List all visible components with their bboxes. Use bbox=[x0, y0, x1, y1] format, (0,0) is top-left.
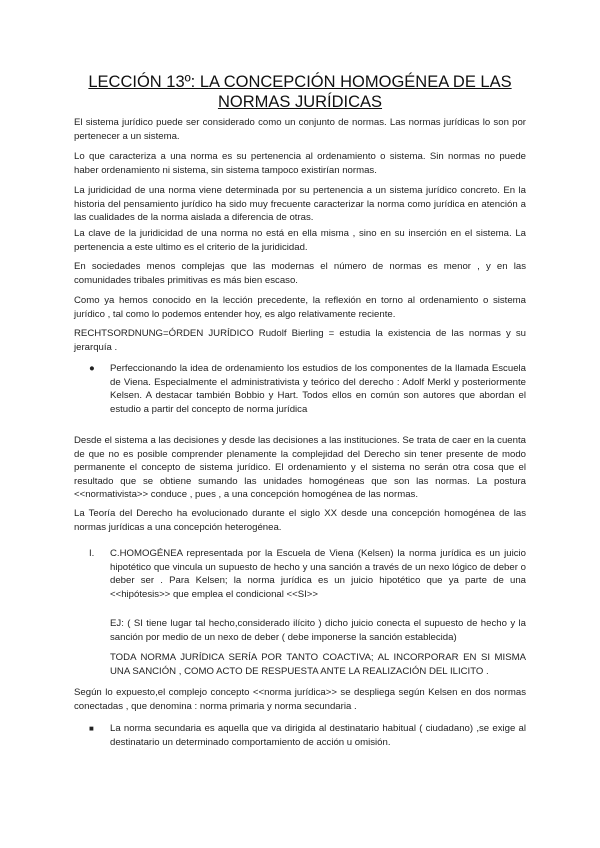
paragraph-2: Lo que caracteriza a una norma es su pertenencia al ordenamiento o sistema. Sin normas no puede haber ordenamiento ni sistema, sin sistema tampoco existirían normas. bbox=[74, 151, 526, 176]
example-paragraph: EJ: ( SI tiene lugar tal hecho,considerado ilícito ) dicho juicio conecta el supuesto de hecho y la sanción por medio de un nexo de deber ( debe imponerse la sanción establecida) bbox=[110, 618, 526, 643]
document-title bbox=[60, 72, 540, 112]
paragraph-6: Como ya hemos conocido en la lección precedente, la reflexión en torno al ordenamiento o sistema jurídico , tal como lo podemos entender hoy, es algo relativamente reciente. bbox=[74, 295, 526, 320]
paragraph-1: El sistema jurídico puede ser considerado como un conjunto de normas. Las normas jurídicas lo son por pertenecer a un sistema. bbox=[74, 117, 526, 142]
numbered-text: C.HOMOGÉNEA representada por la Escuela de Viena (Kelsen) la norma jurídica es un juicio hipotético que vincula un supuesto de hecho y una sanción a través de un nexo lógico de deber o deber ser . Para Kelsen; la norma jurídica es un juicio hipotético que ya parte de una <<hipótesis>> que emplea el condicional <<SI>> bbox=[110, 548, 526, 600]
square-bullet-icon: ■ bbox=[89, 724, 94, 733]
paragraph-7: RECHTSORDNUNG=ÓRDEN JURÍDICO Rudolf Bierling = estudia la existencia de las normas y su jerarquía . bbox=[74, 328, 526, 353]
paragraph-5: En sociedades menos complejas que las modernas el número de normas es menor , y en las comunidades tribales primitivas es más bien escaso. bbox=[74, 261, 526, 286]
title-line-2: NORMAS JURÍDICAS bbox=[217, 93, 383, 111]
paragraph-4: La clave de la juridicidad de una norma no está en ella misma , sino en su inserción en el sistema. La pertenencia a este ultimo es el criterio de la juridicidad. bbox=[74, 228, 526, 253]
paragraph-8: Desde el sistema a las decisiones y desde las decisiones a las instituciones. Se trata de caer en la cuenta de que no es posible comprender plenamente la complejidad del Derecho sin tener presente de modo permanente el concepto de sistema jurídico. El ordenamiento y el sistema no serán otra cosa que el resultado que se obtiene sumando las unidades homogéneas que son las normas. La postura <<normativista>> conduce , pues , a una concepción homogénea de las normas. bbox=[74, 435, 526, 501]
paragraph-3: La juridicidad de una norma viene determinada por su pertenencia a un sistema jurídico concreto. En la historia del pensamiento jurídico ha sido muy frecuente caracterizar la norma como jurídica en atención a las cualidades de la norma aislada a diferencia de otras. bbox=[74, 185, 526, 224]
roman-numeral-marker: I. bbox=[89, 548, 95, 559]
caps-note-paragraph: TODA NORMA JURÍDICA SERÍA POR TANTO COACTIVA; AL INCORPORAR EN SI MISMA UNA SANCIÓN , COMO ACTO DE RESPUESTA ANTE LA REALIZACIÓN DEL ILICITO . bbox=[110, 652, 526, 677]
title-line-1: LECCIÓN 13º: LA CONCEPCIÓN HOMOGÉNEA DE LAS bbox=[88, 73, 512, 91]
bullet-text: Perfeccionando la idea de ordenamiento los estudios de los componentes de la llamada Escuela de Viena. Especialmente el administrativista y teórico del derecho : Adolf Merkl y posteriormente Kelsen. A destacar también Bobbio y Hart. Todos ellos en común son autores que abordan el estudio a partir del concepto de norma jurídica bbox=[110, 363, 526, 415]
bullet-text-secondary: La norma secundaria es aquella que va dirigida al destinatario habitual ( ciudadano) ,se exige al destinatario un determinado comportamiento de acción u omisión. bbox=[110, 723, 526, 748]
paragraph-10: Según lo expuesto,el complejo concepto <<norma jurídica>> se despliega según Kelsen en dos normas conectadas , que denomina : norma primaria y norma secundaria . bbox=[74, 687, 526, 712]
paragraph-9: La Teoría del Derecho ha evolucionado durante el siglo XX desde una concepción homogénea de las normas jurídicas a una concepción heterogénea. bbox=[74, 508, 526, 533]
bullet-dot-icon: ● bbox=[89, 363, 95, 374]
